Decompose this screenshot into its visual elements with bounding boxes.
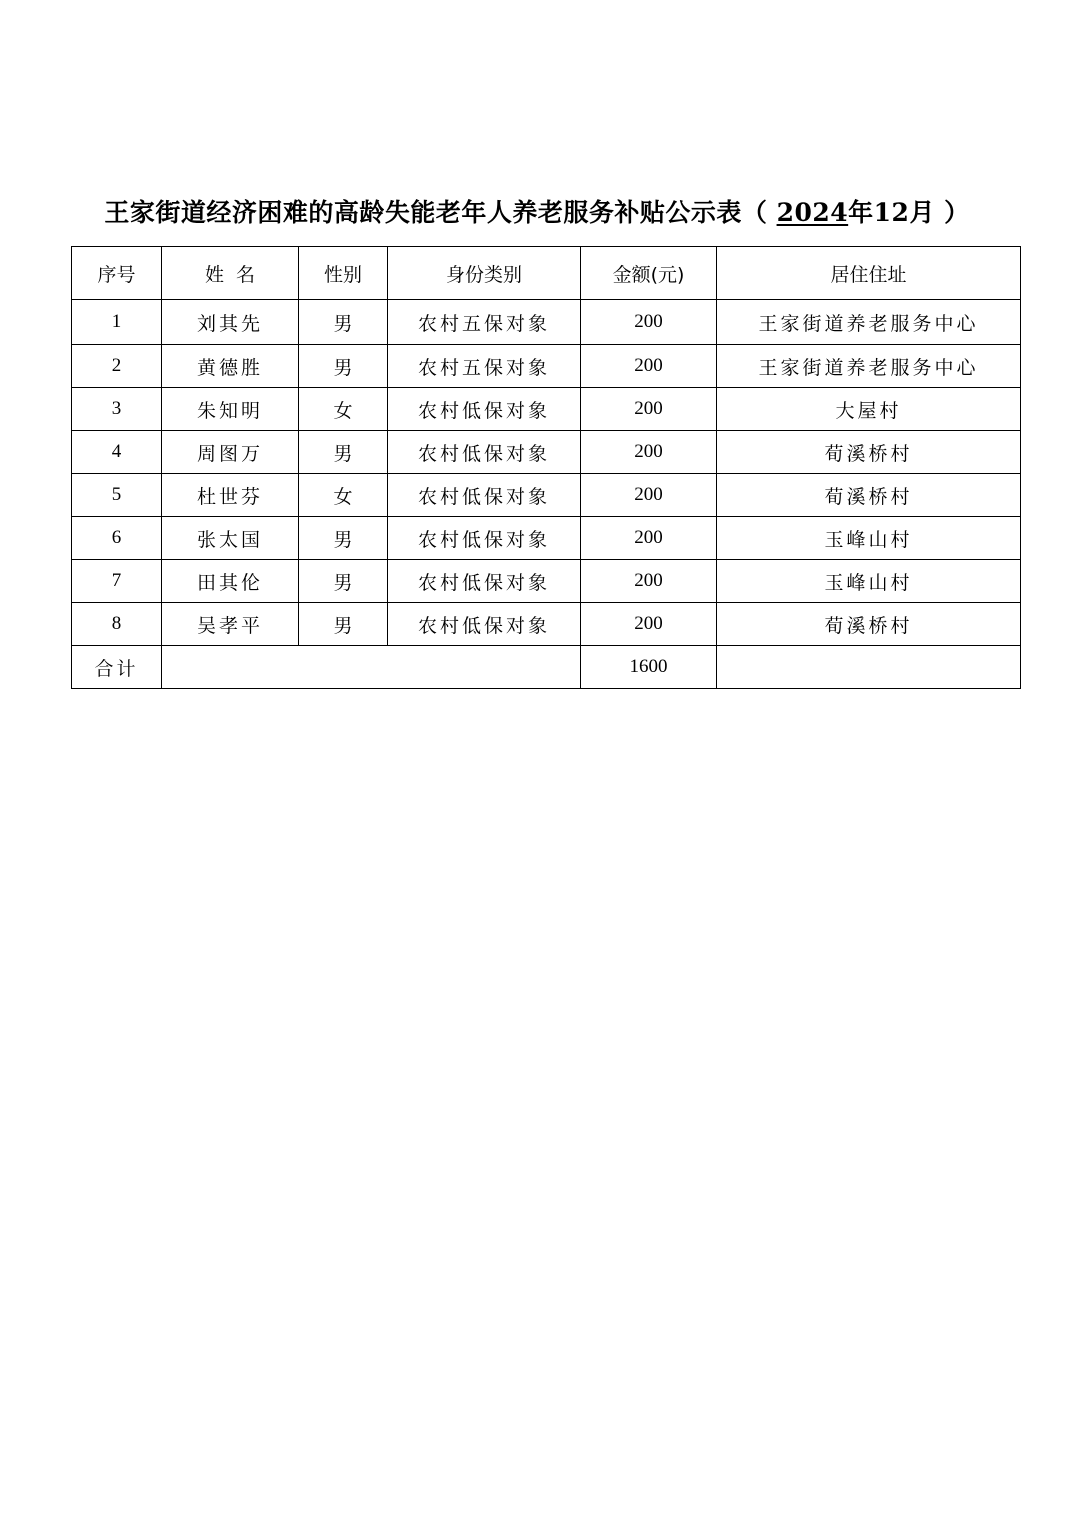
cell-no: 6	[72, 517, 162, 560]
total-amount: 1600	[581, 646, 717, 689]
cell-gender: 男	[299, 517, 388, 560]
table-row	[72, 388, 1021, 431]
table-row	[72, 431, 1021, 474]
cell-category: 农村低保对象	[388, 474, 581, 517]
total-address-empty	[717, 646, 1021, 689]
cell-address: 荀溪桥村	[717, 474, 1021, 517]
cell-no: 4	[72, 431, 162, 474]
cell-no: 7	[72, 560, 162, 603]
cell-category: 农村低保对象	[388, 560, 581, 603]
cell-gender: 男	[299, 345, 388, 388]
cell-address: 王家街道养老服务中心	[717, 345, 1021, 388]
header-row	[72, 247, 1021, 300]
cell-gender: 男	[299, 300, 388, 345]
page-title	[0, 193, 1074, 229]
cell-no: 1	[72, 300, 162, 345]
table-row	[72, 517, 1021, 560]
title-suffix: 年12月 ）	[848, 198, 970, 227]
cell-gender: 女	[299, 474, 388, 517]
cell-no: 8	[72, 603, 162, 646]
cell-address: 玉峰山村	[717, 560, 1021, 603]
cell-gender: 男	[299, 603, 388, 646]
cell-address: 玉峰山村	[717, 517, 1021, 560]
cell-category: 农村低保对象	[388, 603, 581, 646]
cell-address: 荀溪桥村	[717, 603, 1021, 646]
total-row	[72, 646, 1021, 689]
cell-no: 3	[72, 388, 162, 431]
cell-amount: 200	[581, 431, 717, 474]
total-empty-cell	[162, 646, 581, 689]
cell-gender: 男	[299, 560, 388, 603]
cell-name: 周图万	[162, 431, 299, 474]
header-gender: 性别	[299, 247, 388, 300]
header-category: 身份类别	[388, 247, 581, 300]
cell-amount: 200	[581, 474, 717, 517]
cell-address: 大屋村	[717, 388, 1021, 431]
cell-name: 吴孝平	[162, 603, 299, 646]
cell-no: 5	[72, 474, 162, 517]
cell-amount: 200	[581, 300, 717, 345]
table-row	[72, 560, 1021, 603]
header-address: 居住住址	[717, 247, 1021, 300]
table-row	[72, 474, 1021, 517]
cell-category: 农村低保对象	[388, 431, 581, 474]
cell-name: 朱知明	[162, 388, 299, 431]
table-row	[72, 603, 1021, 646]
cell-amount: 200	[581, 388, 717, 431]
cell-category: 农村五保对象	[388, 300, 581, 345]
cell-no: 2	[72, 345, 162, 388]
cell-name: 田其伦	[162, 560, 299, 603]
cell-amount: 200	[581, 603, 717, 646]
cell-gender: 女	[299, 388, 388, 431]
title-prefix: 王家街道经济困难的高龄失能老年人养老服务补贴公示表（	[104, 198, 777, 227]
table-row	[72, 300, 1021, 345]
cell-category: 农村低保对象	[388, 388, 581, 431]
total-label: 合计	[72, 646, 162, 689]
cell-name: 刘其先	[162, 300, 299, 345]
cell-gender: 男	[299, 431, 388, 474]
cell-name: 张太国	[162, 517, 299, 560]
header-no: 序号	[72, 247, 162, 300]
cell-amount: 200	[581, 517, 717, 560]
cell-address: 荀溪桥村	[717, 431, 1021, 474]
cell-amount: 200	[581, 560, 717, 603]
cell-category: 农村低保对象	[388, 517, 581, 560]
table-row	[72, 345, 1021, 388]
cell-name: 杜世芬	[162, 474, 299, 517]
cell-name: 黄德胜	[162, 345, 299, 388]
header-name: 姓 名	[162, 247, 299, 300]
header-amount: 金额(元)	[581, 247, 717, 300]
cell-category: 农村五保对象	[388, 345, 581, 388]
cell-address: 王家街道养老服务中心	[717, 300, 1021, 345]
cell-amount: 200	[581, 345, 717, 388]
subsidy-table	[71, 246, 1021, 689]
title-year: 2024	[776, 198, 849, 227]
